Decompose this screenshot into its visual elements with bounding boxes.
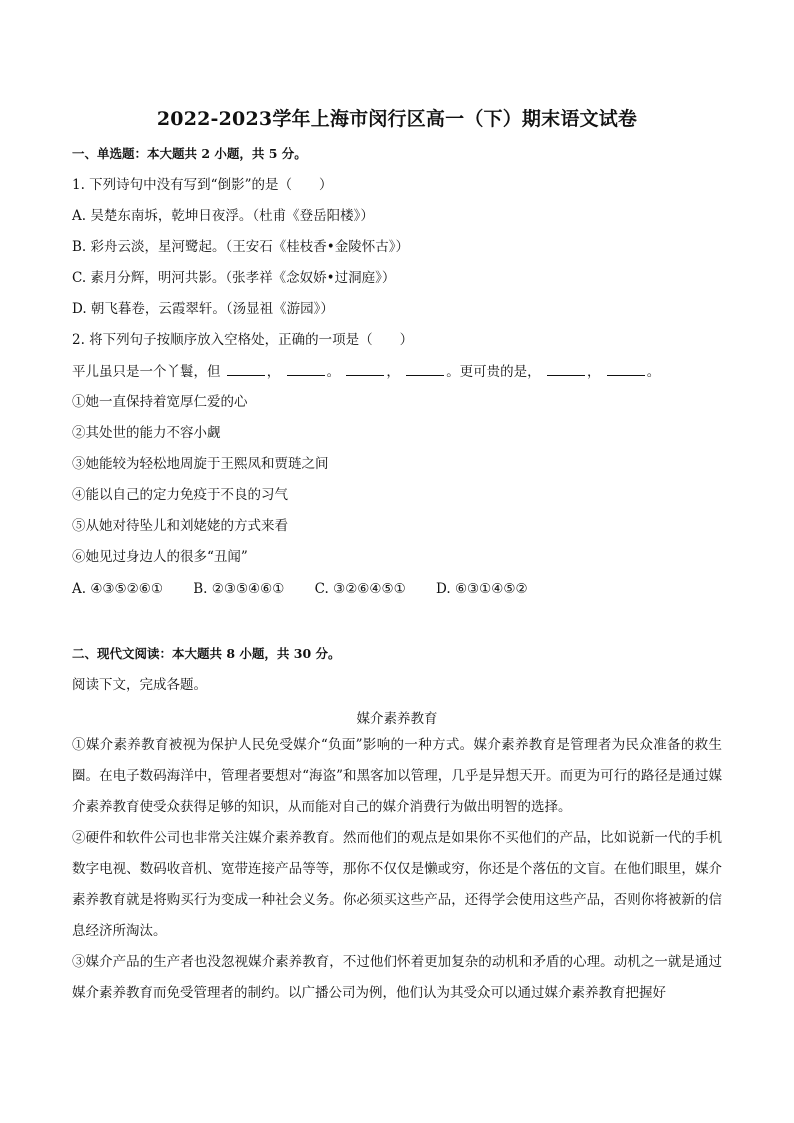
q2-option-d: D. ⑥③①④⑤②: [436, 581, 528, 597]
q2-options: [72, 580, 554, 598]
q2-item-3: ③她能较为轻松地周旋于王熙凤和贾琏之间: [72, 456, 329, 472]
q2-item-2: ②其处世的能力不容小觑: [72, 425, 221, 441]
passage-title: 媒介素养教育: [356, 711, 438, 727]
reading-instruction: 阅读下文，完成各题。: [72, 677, 207, 693]
passage-paragraph-3: ③媒介产品的生产者也没忽视媒介素养教育，不过他们怀着更加复杂的动机和矛盾的心理。动机之一就是通过媒介素养教育而免受管理者的制约。以广播公司为例，他们认为其受众可以通过媒介素养教育把握好: [72, 954, 722, 1001]
q2-item-1: ①她一直保持着宽厚仁爱的心: [72, 394, 248, 410]
question-1-stem: 1. 下列诗句中没有写到“倒影”的是（ ）: [72, 177, 333, 193]
q2-option-a: A. ④③⑤②⑥①: [72, 581, 163, 597]
q2-separator: 。更可贵的是，: [446, 364, 541, 380]
q2-separator: ，: [386, 364, 400, 380]
answer-blank: [227, 362, 265, 376]
answer-blank: [406, 362, 444, 376]
q1-option-d: D. 朝飞暮卷，云霞翠轩。（汤显祖《游园》）: [72, 301, 334, 317]
q2-item-4: ④能以自己的定力免疫于不良的习气: [72, 487, 288, 503]
q2-separator: 。: [326, 364, 341, 380]
q2-item-6: ⑥她见过身边人的很多“丑闻”: [72, 549, 248, 565]
q2-option-c: C. ③②⑥④⑤①: [314, 581, 406, 597]
q2-fill-sentence: [72, 362, 660, 381]
q2-option-b: B. ②③⑤④⑥①: [193, 581, 285, 597]
answer-blank: [547, 362, 585, 376]
answer-blank: [287, 362, 325, 376]
answer-blank: [346, 362, 384, 376]
passage-paragraph-2: ②硬件和软件公司也非常关注媒介素养教育。然而他们的观点是如果你不买他们的产品，比如说新一代的手机数字电视、数码收音机、宽带连接产品等等，那你不仅仅是懒或穷，你还是个落伍的文盲。在他们眼里，媒介素养教育就是将购买行为变成一种社会义务。你必须买这些产品，还得学会使用这些产品，否则你将被新的信息经济所淘汰。: [72, 830, 722, 939]
passage-paragraph-1: ①媒介素养教育被视为保护人民免受媒介“负面”影响的一种方式。媒介素养教育是管理者为民众准备的救生圈。在电子数码海洋中，管理者要想对“海盗”和黑客加以管理，几乎是异想天开。而更为可行的路径是通过媒介素养教育使受众获得足够的知识，从而能对自己的媒介消费行为做出明智的选择。: [72, 737, 722, 815]
question-2-stem: 2. 将下列句子按顺序放入空格处，正确的一项是（ ）: [72, 332, 414, 348]
q2-item-5: ⑤从她对待坠儿和刘姥姥的方式来看: [72, 518, 288, 534]
q1-option-a: A. 吴楚东南坼，乾坤日夜浮。（杜甫《登岳阳楼》）: [72, 208, 374, 224]
q2-separator: ，: [266, 364, 281, 380]
q2-separator: 。: [646, 364, 661, 380]
q1-option-b: B. 彩舟云淡，星河鹭起。（王安石《桂枝香•金陵怀古》）: [72, 239, 409, 255]
q2-sentence-start: 平儿虽只是一个丫鬟，但: [72, 364, 221, 380]
q2-separator: ，: [586, 364, 601, 380]
q1-option-c: C. 素月分辉，明河共影。（张孝祥《念奴娇•过洞庭》）: [72, 270, 396, 286]
section-heading-1: 一、单选题：本大题共 2 小题，共 5 分。: [72, 146, 307, 161]
section-heading-2: 二、现代文阅读：本大题共 8 小题，共 30 分。: [72, 646, 341, 661]
answer-blank: [607, 362, 645, 376]
page-title: 2022-2023学年上海市闵行区高一（下）期末语文试卷: [156, 108, 638, 130]
